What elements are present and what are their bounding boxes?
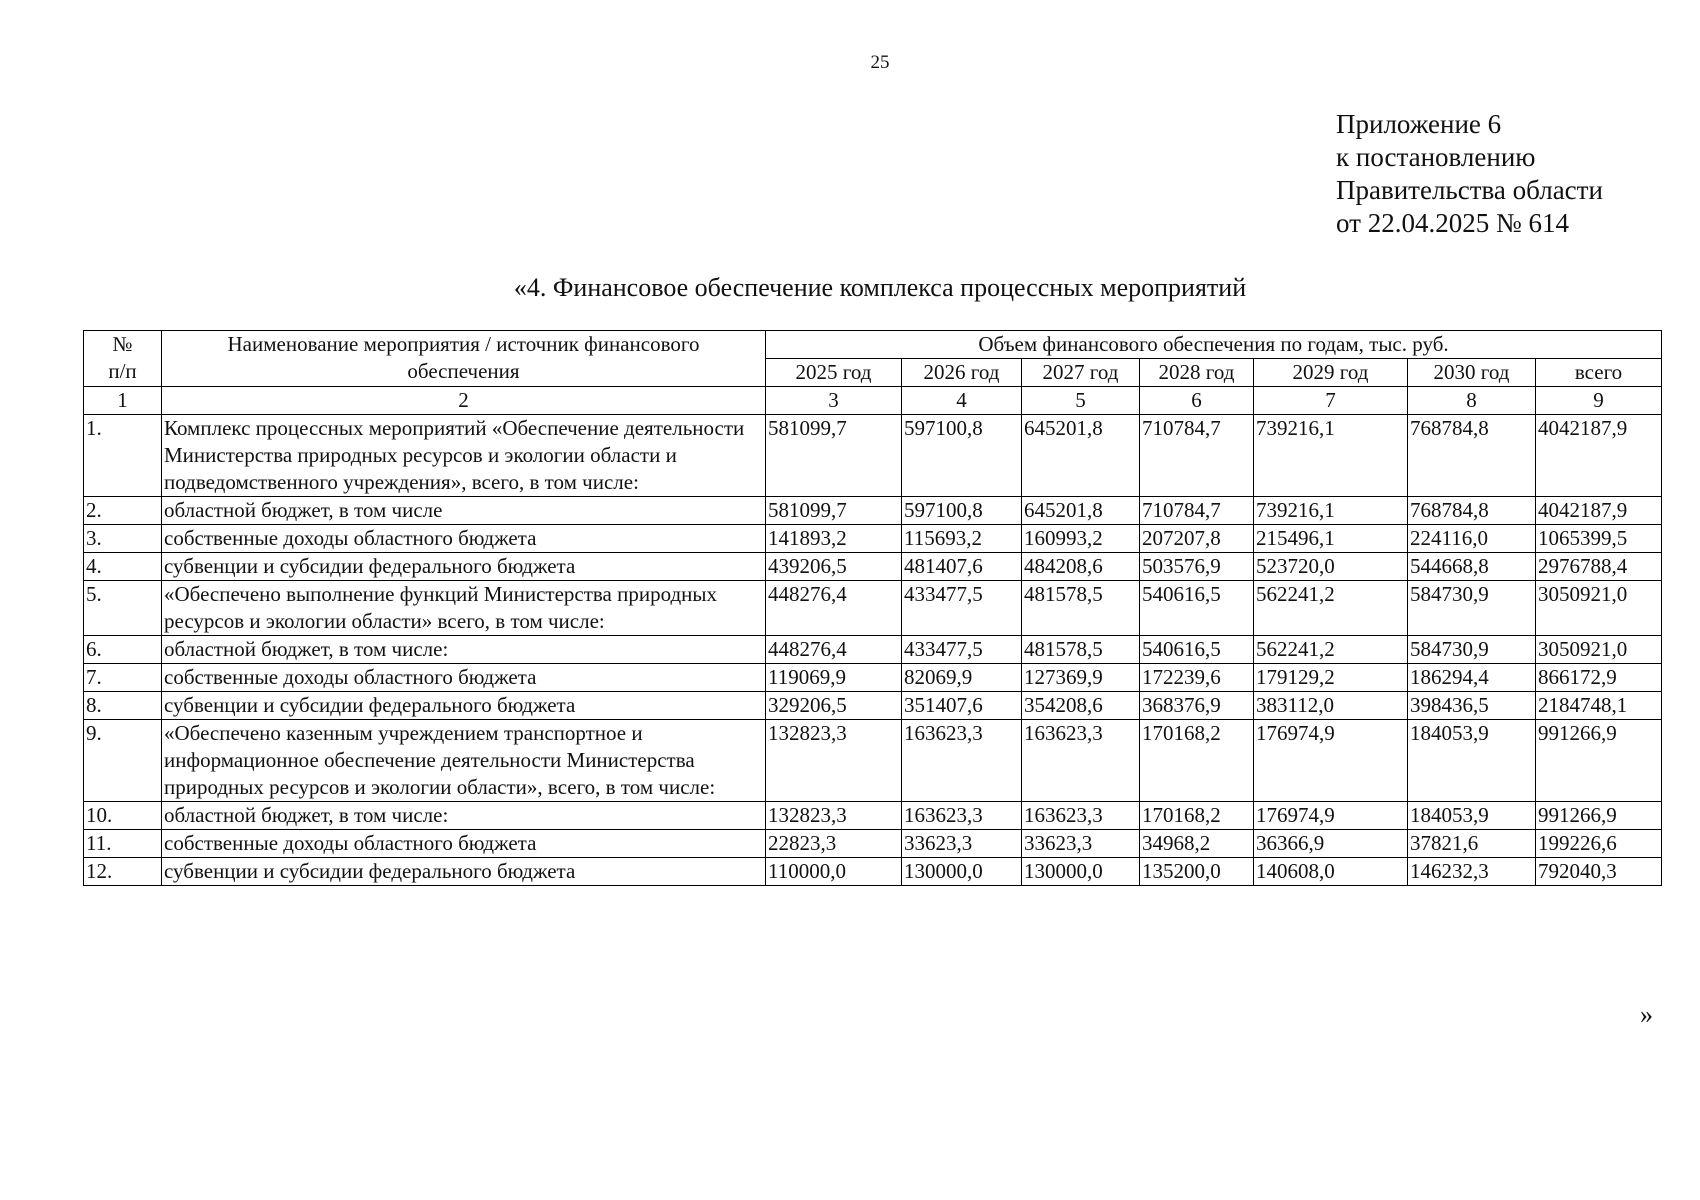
row-value: 170168,2 [1140,720,1254,802]
row-value: 562241,2 [1254,636,1408,664]
row-value: 163623,3 [902,720,1022,802]
row-number: 11. [84,830,162,858]
row-value: 351407,6 [902,692,1022,720]
row-value: 584730,9 [1408,581,1536,636]
appendix-line: к постановлению [1336,142,1536,172]
row-value: 176974,9 [1254,802,1408,830]
header-year: 2026 год [902,359,1022,387]
row-value: 36366,9 [1254,830,1408,858]
row-value: 584730,9 [1408,636,1536,664]
header-name-column: Наименование мероприятия / источник финансового обеспечения [162,331,766,387]
row-value: 33623,3 [902,830,1022,858]
row-value: 710784,7 [1140,415,1254,497]
row-value: 523720,0 [1254,553,1408,581]
row-value: 433477,5 [902,636,1022,664]
row-value: 768784,8 [1408,497,1536,525]
row-value: 866172,9 [1536,664,1662,692]
row-value: 768784,8 [1408,415,1536,497]
row-value: 991266,9 [1536,802,1662,830]
row-value: 329206,5 [766,692,902,720]
row-value: 160993,2 [1022,525,1140,553]
row-value: 1065399,5 [1536,525,1662,553]
row-value: 3050921,0 [1536,636,1662,664]
header-year: 2025 год [766,359,902,387]
row-value: 481578,5 [1022,581,1140,636]
row-value: 140608,0 [1254,858,1408,886]
row-name: областной бюджет, в том числе: [162,802,766,830]
header-volume: Объем финансового обеспечения по годам, тыс. руб. [766,331,1662,359]
row-name: субвенции и субсидии федерального бюджета [162,858,766,886]
row-value: 184053,9 [1408,802,1536,830]
table-row [84,415,1662,497]
row-value: 792040,3 [1536,858,1662,886]
row-value: 597100,8 [902,497,1022,525]
row-value: 398436,5 [1408,692,1536,720]
row-number: 10. [84,802,162,830]
row-value: 540616,5 [1140,636,1254,664]
row-value: 119069,9 [766,664,902,692]
row-value: 645201,8 [1022,497,1140,525]
row-value: 2184748,1 [1536,692,1662,720]
row-value: 448276,4 [766,581,902,636]
row-name: субвенции и субсидии федерального бюджета [162,553,766,581]
row-value: 597100,8 [902,415,1022,497]
row-number: 8. [84,692,162,720]
header-year: 2027 год [1022,359,1140,387]
row-value: 179129,2 [1254,664,1408,692]
row-value: 207207,8 [1140,525,1254,553]
row-value: 146232,3 [1408,858,1536,886]
row-name: «Обеспечено выполнение функций Министерства природных ресурсов и экологии области» всего, в том числе: [162,581,766,636]
row-value: 176974,9 [1254,720,1408,802]
row-name: областной бюджет, в том числе [162,497,766,525]
row-number: 9. [84,720,162,802]
header-year: 2029 год [1254,359,1408,387]
row-name: собственные доходы областного бюджета [162,830,766,858]
row-value: 163623,3 [1022,720,1140,802]
row-value: 562241,2 [1254,581,1408,636]
table-row [84,497,1662,525]
column-number: 6 [1140,387,1254,415]
row-value: 368376,9 [1140,692,1254,720]
row-number: 12. [84,858,162,886]
document-title: «4. Финансовое обеспечение комплекса процессных мероприятий [513,273,1247,302]
column-number: 9 [1536,387,1662,415]
column-number: 2 [162,387,766,415]
table-row [84,664,1662,692]
column-number: 4 [902,387,1022,415]
row-value: 82069,9 [902,664,1022,692]
row-value: 130000,0 [902,858,1022,886]
table-row [84,636,1662,664]
table-row [84,581,1662,636]
row-number: 6. [84,636,162,664]
table-row [84,720,1662,802]
row-value: 170168,2 [1140,802,1254,830]
table-row [84,802,1662,830]
table-row [84,830,1662,858]
row-value: 581099,7 [766,415,902,497]
row-value: 544668,8 [1408,553,1536,581]
row-value: 127369,9 [1022,664,1140,692]
header-year: 2028 год [1140,359,1254,387]
page-number: 25 [870,52,890,73]
row-name: «Обеспечено казенным учреждением транспортное и информационное обеспечение деятельности Министерства природных ресурсов и экологии области», всего, в том числе: [162,720,766,802]
row-name: собственные доходы областного бюджета [162,664,766,692]
row-value: 141893,2 [766,525,902,553]
row-value: 383112,0 [1254,692,1408,720]
row-value: 581099,7 [766,497,902,525]
row-number: 7. [84,664,162,692]
row-value: 33623,3 [1022,830,1140,858]
table-row [84,858,1662,886]
row-value: 163623,3 [1022,802,1140,830]
table-row [84,553,1662,581]
row-value: 503576,9 [1140,553,1254,581]
row-value: 132823,3 [766,802,902,830]
closing-quote: » [1640,1000,1653,1029]
row-number: 3. [84,525,162,553]
row-value: 448276,4 [766,636,902,664]
row-value: 215496,1 [1254,525,1408,553]
appendix-line: от 22.04.2025 № 614 [1336,208,1569,238]
row-value: 4042187,9 [1536,415,1662,497]
row-value: 132823,3 [766,720,902,802]
row-name: областной бюджет, в том числе: [162,636,766,664]
row-value: 34968,2 [1140,830,1254,858]
column-number: 5 [1022,387,1140,415]
row-value: 645201,8 [1022,415,1140,497]
row-value: 110000,0 [766,858,902,886]
appendix-block [1336,108,1603,240]
row-value: 2976788,4 [1536,553,1662,581]
header-year: 2030 год [1408,359,1536,387]
financing-table [83,330,1662,886]
row-value: 37821,6 [1408,830,1536,858]
row-value: 540616,5 [1140,581,1254,636]
row-number: 4. [84,553,162,581]
row-value: 224116,0 [1408,525,1536,553]
row-value: 739216,1 [1254,415,1408,497]
column-number: 7 [1254,387,1408,415]
column-number: 8 [1408,387,1536,415]
row-value: 484208,6 [1022,553,1140,581]
row-value: 739216,1 [1254,497,1408,525]
row-name: Комплекс процессных мероприятий «Обеспечение деятельности Министерства природных ресурсов и экологии области и подведомственного учреждения», всего, в том числе: [162,415,766,497]
row-value: 184053,9 [1408,720,1536,802]
row-value: 3050921,0 [1536,581,1662,636]
header-year: всего [1536,359,1662,387]
appendix-line: Приложение 6 [1336,109,1502,139]
row-value: 130000,0 [1022,858,1140,886]
table-row [84,525,1662,553]
row-value: 439206,5 [766,553,902,581]
row-number: 1. [84,415,162,497]
header-number-line: № [112,332,133,356]
row-value: 710784,7 [1140,497,1254,525]
column-number: 1 [84,387,162,415]
row-value: 199226,6 [1536,830,1662,858]
row-value: 186294,4 [1408,664,1536,692]
row-name: собственные доходы областного бюджета [162,525,766,553]
header-number-line: п/п [108,359,137,383]
row-value: 115693,2 [902,525,1022,553]
row-value: 481407,6 [902,553,1022,581]
row-value: 991266,9 [1536,720,1662,802]
row-value: 433477,5 [902,581,1022,636]
row-name: субвенции и субсидии федерального бюджета [162,692,766,720]
row-value: 481578,5 [1022,636,1140,664]
row-number: 2. [84,497,162,525]
table-row [84,692,1662,720]
appendix-line: Правительства области [1336,175,1603,205]
row-value: 4042187,9 [1536,497,1662,525]
row-number: 5. [84,581,162,636]
row-value: 354208,6 [1022,692,1140,720]
header-number-column [84,331,162,387]
row-value: 163623,3 [902,802,1022,830]
row-value: 172239,6 [1140,664,1254,692]
row-value: 135200,0 [1140,858,1254,886]
column-number: 3 [766,387,902,415]
row-value: 22823,3 [766,830,902,858]
